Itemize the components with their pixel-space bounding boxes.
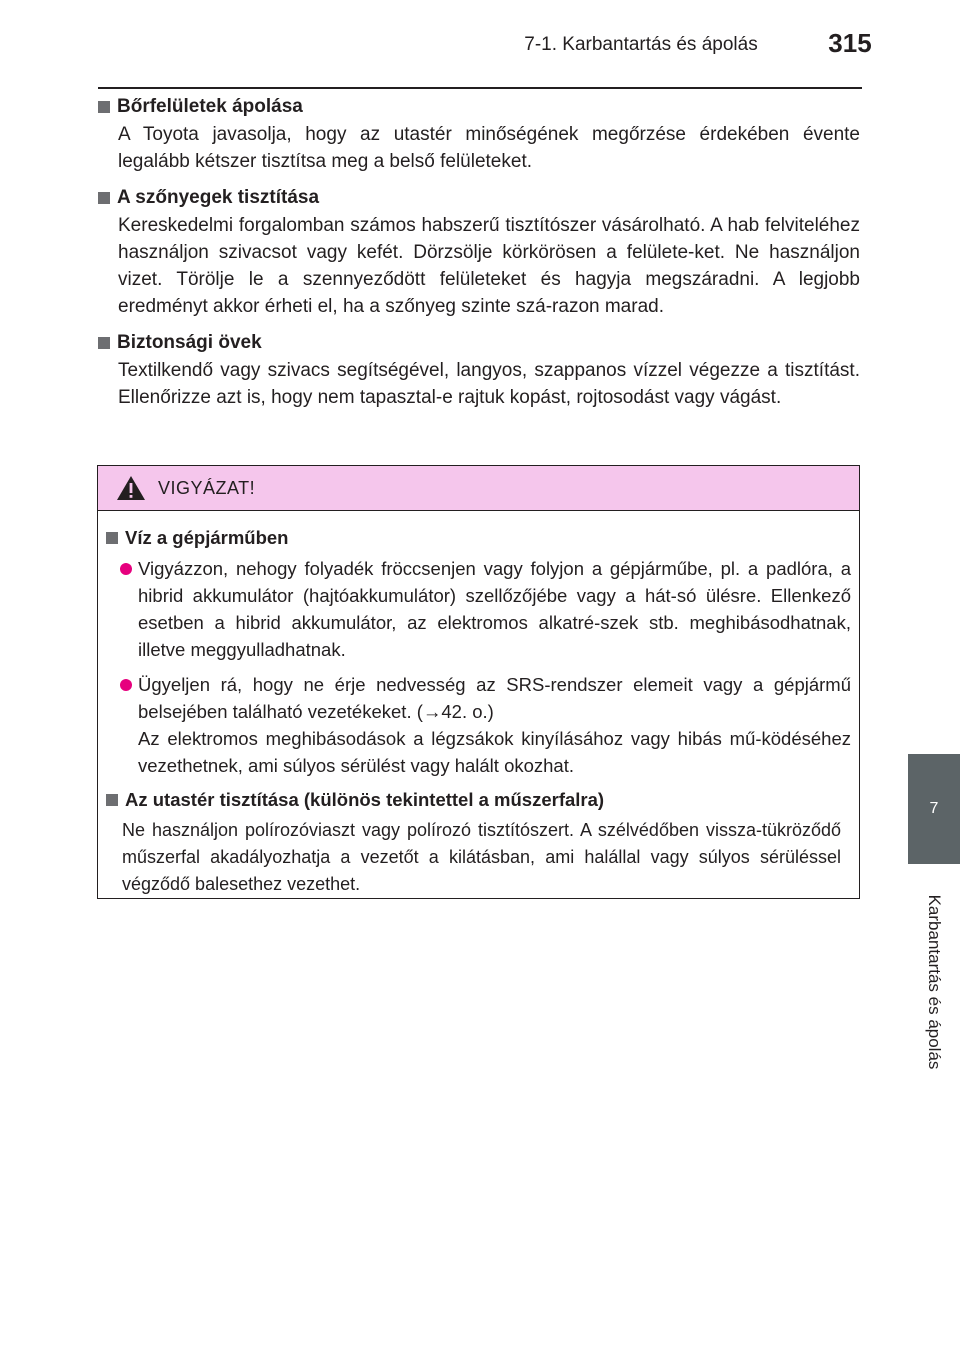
chapter-number: 7	[929, 800, 939, 817]
warning-title: VIGYÁZAT!	[158, 477, 256, 498]
chapter-tab	[908, 754, 960, 864]
section-body: Textilkendő vagy szivacs segítségével, langyos, szappanos vízzel végezze a tisztítást. Ellenőrizze azt is, hogy nem tapasztal-e rajtuk kopást, rojtosodást vagy vágást.	[118, 360, 860, 408]
section-header: 7-1. Karbantartás és ápolás	[524, 34, 758, 55]
section-heading	[98, 94, 860, 119]
warning-box	[97, 465, 860, 899]
main-content	[98, 94, 860, 421]
section-heading	[98, 330, 860, 355]
circle-bullet-icon	[120, 563, 132, 575]
page-number: 315	[828, 28, 872, 58]
square-bullet-icon	[106, 794, 118, 806]
warning-bullet	[120, 671, 851, 779]
section-title: Biztonsági övek	[117, 332, 262, 353]
warning-subheading	[106, 525, 851, 551]
square-bullet-icon	[98, 192, 110, 204]
circle-bullet-icon	[120, 679, 132, 691]
square-bullet-icon	[98, 337, 110, 349]
chapter-label-text: Karbantartás és ápolás	[925, 894, 944, 1070]
warning-bullet	[120, 555, 851, 663]
warning-subheading-title: Az utastér tisztítása (különös tekintettel a műszerfalra)	[125, 789, 605, 810]
warning-bullet-extra: Az elektromos meghibásodások a légzsákok kinyílásához vagy hibás mű-ködéséhez vezethetnek, ami súlyos sérülést vagy halált okozhat.	[138, 728, 851, 776]
warning-bullet-text: Vigyázzon, nehogy folyadék fröccsenjen vagy folyjon a gépjárműbe, pl. a padlóra, a hibrid akkumulátor (hajtóakkumulátor) szellőzőjébe vagy a hát-só ülésre. Ellenkező esetben a hibrid akkumulátor, az elektromos alkatré-szek stb. meghibásodhatnak, illetve meggyulladhatnak.	[138, 558, 851, 660]
section-heading	[98, 185, 860, 210]
warning-subheading	[106, 787, 851, 813]
section-body: Kereskedelmi forgalomban számos habszerű tisztítószer vásárolható. A hab felviteléhez használjon szivacsot vagy kefét. Dörzsölje körkörösen a felülete-ket. Ne használjon vizet. Törölje le a szennyeződött felületeket és hagyja megszáradni. A legjobb eredményt akkor érheti el, ha a szőnyeg szinte szá-razon marad.	[118, 215, 860, 317]
header-divider	[98, 87, 862, 89]
warning-bullet-text: Ügyeljen rá, hogy ne érje nedvesség az SRS-rendszer elemeit vagy a gépjármű belsejében található vezetékeket. (→42. o.)	[138, 674, 851, 722]
warning-subheading-title: Víz a gépjárműben	[125, 527, 289, 548]
square-bullet-icon	[106, 532, 118, 544]
warning-bullet-content	[138, 671, 851, 779]
section-title: A szőnyegek tisztítása	[117, 187, 320, 208]
warning-body	[98, 511, 859, 898]
warning-note: Ne használjon polírozóviaszt vagy polírozó tisztítószert. A szélvédőben vissza-tükröződő műszerfal akadályozhatja a vezetőt a kilátásban, ami halállal vagy súlyos sérüléssel végződő balesethez vezethet.	[122, 820, 841, 894]
section-title: Bőrfelületek ápolása	[117, 96, 303, 117]
section-body: A Toyota javasolja, hogy az utastér minőségének megőrzése érdekében évente legalább kétszer tisztítsa meg a belső felületeket.	[118, 124, 860, 172]
square-bullet-icon	[98, 101, 110, 113]
warning-header	[98, 466, 859, 511]
warning-triangle-icon	[116, 475, 146, 501]
